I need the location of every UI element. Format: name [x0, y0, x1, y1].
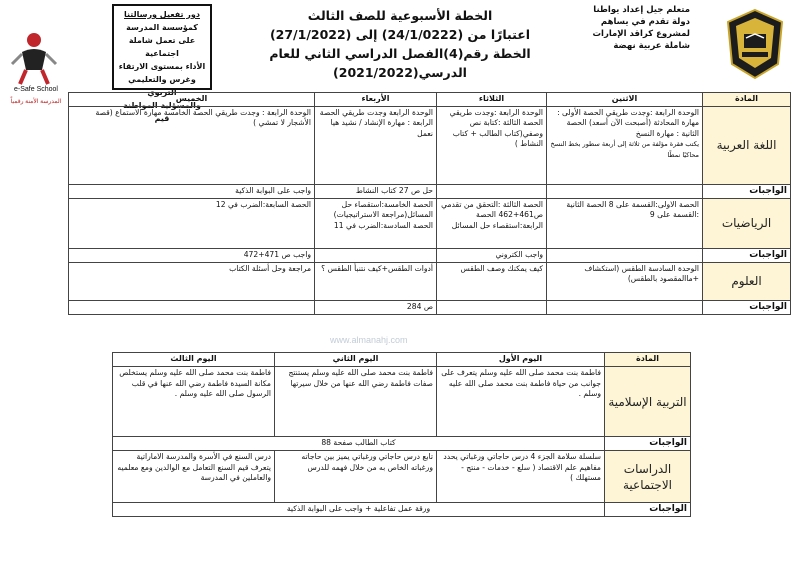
arabic-monday-note: يكتب فقرة مؤلفة من ثلاثة إلى أربعة سطور بخط النسخ محاكيًا نمطًا [550, 140, 700, 159]
mission-line: كمؤسسة المدرسة [126, 23, 198, 32]
arabic-monday-text: الوحدة الرابعة :وجدت طريقي الحصة الأولى : مهارة المحادثة (أصبحت الآن أسعد) الحصة الثانية : مهارة النسخ [557, 107, 700, 138]
table2-header-row [113, 353, 691, 367]
science-thursday: مراجعة وحل أسئلة الكتاب [69, 262, 315, 300]
header-wednesday: الأربعاء [315, 93, 437, 107]
table-header-row [69, 93, 791, 107]
math-hw-wednesday [315, 248, 437, 262]
science-tuesday: كيف يمكنك وصف الطقس [437, 262, 547, 300]
esafe-school-logo [4, 30, 64, 130]
table-row-science-homework [69, 300, 791, 314]
math-monday: الحصة الاولى:القسمة على 8 الحصة الثانية :القسمة على 9 [547, 198, 703, 248]
header-tuesday: الثلاثاء [437, 93, 547, 107]
subject-math: الرياضيات [703, 198, 791, 248]
mission-line: الأداء بمستوى الارتقاء [118, 62, 206, 71]
science-wednesday: أدوات الطقس+كيف نتنبأ الطقس ؟ [315, 262, 437, 300]
table-row-math [69, 198, 791, 248]
header-day-3: اليوم الثالث [113, 353, 275, 367]
header-thursday: الخميس [69, 93, 315, 107]
math-hw-tuesday: واجب الكتروني [437, 248, 547, 262]
header-motto [590, 4, 690, 52]
homework-label: الواجبات [703, 248, 791, 262]
social-day-3: درس السنع في الأسرة والمدرسة الاماراتية يتعرف قيم السنع التعامل مع الوالدين ومع معلميه والعاملين في المدرسة [113, 451, 275, 503]
motto-line: شاملة عربية نهضة [613, 41, 690, 51]
islamic-day-3: فاطمة بنت محمد صلى الله عليه وسلم يستخلص مكانة السيدة فاطمة رضي الله عنها في قلب الرسول صلى الله عليه وسلم . [113, 367, 275, 437]
arabic-hw-thursday: واجب على البوابة الذكية [69, 184, 315, 198]
subject-science: العلوم [703, 262, 791, 300]
mission-line: وغرس والتعليمي التربوي [128, 75, 196, 97]
header-day-2: اليوم الثاني [275, 353, 437, 367]
math-thursday: الحصة السابعة:الضرب في 12 [69, 198, 315, 248]
arabic-wednesday: الوحدة الرابعة وجدت طريقي الحصة الرابعة : مهارة الإنشاد / نشيد هيا نعمل [315, 106, 437, 184]
table-row-arabic [69, 106, 791, 184]
esafe-figure-icon [4, 30, 64, 86]
islamic-day-1: فاطمة بنت محمد صلى الله عليه وسلم يتعرف على جوانب من حياة فاطمة بنت محمد صلى الله عليه وسلم . [437, 367, 605, 437]
islamic-day-2: فاطمة بنت محمد صلى الله عليه وسلم يستنتج صفات فاطمة رضي الله عنها من خلال سيرتها [275, 367, 437, 437]
arabic-thursday: الوحدة الرابعة : وجدت طريقي الحصة الخامسة مهارة الاستماع (قصة الأشجار لا تمشي ) [69, 106, 315, 184]
science-monday: الوحدة السادسة الطقس (استكشاف +ماالمقصود بالطقس) [547, 262, 703, 300]
header-subject: المادة [605, 353, 691, 367]
homework-label: الواجبات [605, 503, 691, 517]
plan-title: الخطة الأسبوعية للصف الثالث [307, 8, 493, 23]
site-watermark: www.almanahj.com [330, 335, 408, 345]
math-hw-monday [547, 248, 703, 262]
homework-label: الواجبات [703, 300, 791, 314]
school-emblem-logo [724, 8, 786, 80]
social-homework: ورقة عمل تفاعلية + واجب على البوابة الذكية [113, 503, 605, 517]
science-hw-monday [547, 300, 703, 314]
social-day-1: سلسلة سلامة الجزء 4 درس حاجاتي ورغباتي يحدد مفاهيم علم الاقتصاد ( سلع - خدمات - منتج - مستهلك ) [437, 451, 605, 503]
subject-social-studies: الدراسات الاجتماعية [605, 451, 691, 503]
table-row-islamic [113, 367, 691, 437]
header-day-1: اليوم الأول [437, 353, 605, 367]
social-day-2: تابع درس حاجاتي ورغباتي يميز بين حاجاته ورغباته الخاص به من خلال فهمه للدرس [275, 451, 437, 503]
mission-line: والمسؤلية المواطنة قيم [123, 101, 201, 123]
header-subject: المادة [703, 93, 791, 107]
table-row-arabic-homework [69, 184, 791, 198]
plan-title-block [220, 6, 580, 82]
plan-dates: اعتبارًا من (24/1/0222) إلى (27/1/2022) [269, 27, 531, 42]
table-row-social-homework [113, 503, 691, 517]
table-row-islamic-homework [113, 437, 691, 451]
weekly-plan-table-2 [112, 352, 691, 517]
esafe-logo-subtext: المدرسة الأمنة رقمياً [10, 99, 62, 105]
weekly-plan-table-1 [68, 92, 791, 315]
motto-line: متعلم جيل إعداد يواطنا [593, 5, 690, 15]
subject-islamic: التربية الإسلامية [605, 367, 691, 437]
homework-label: الواجبات [703, 184, 791, 198]
motto-line: لمشروع كراقد الإمارات [592, 29, 690, 39]
table-row-social [113, 451, 691, 503]
plan-number: الخطة رقم(4)الفصل الدراسي الثاني للعام الدرسي(2021/2022) [269, 46, 531, 80]
motto-line: دولة تقدم في يساهم [600, 17, 690, 27]
esafe-logo-text: e-Safe School [14, 86, 58, 93]
arabic-hw-wednesday: حل ص 27 كتاب النشاط [315, 184, 437, 198]
header-monday: الاثنين [547, 93, 703, 107]
arabic-monday [547, 106, 703, 184]
table-row-science [69, 262, 791, 300]
math-hw-thursday: واجب ص 471+472 [69, 248, 315, 262]
table-row-math-homework [69, 248, 791, 262]
arabic-tuesday: الوحدة الرابعة :وجدت طريقي الحصة الثالثة :كتابة نص وصفي(كتاب الطالب + كتاب النشاط ) [437, 106, 547, 184]
math-tuesday: الحصة الثالثة :التحقق من تقدمي ص461+462 الحصة الرابعة:استقصاء حل المسائل [437, 198, 547, 248]
arabic-hw-monday [547, 184, 703, 198]
math-wednesday: الحصة الخامسة:استقصاء حل المسائل(مراجعة الاستراتيجيات) الحصة السادسة:الضرب في 11 [315, 198, 437, 248]
science-hw-tuesday [437, 300, 547, 314]
science-hw-wednesday: ص 284 [315, 300, 437, 314]
homework-label: الواجبات [605, 437, 691, 451]
subject-arabic: اللغة العربية [703, 106, 791, 184]
mission-line: دور تفعيل ورسالتنا [124, 10, 200, 19]
arabic-hw-tuesday [437, 184, 547, 198]
mission-line: على تعمل شاملة اجتماعية [128, 36, 196, 58]
islamic-homework: كتاب الطالب صفحة 88 [113, 437, 605, 451]
science-hw-thursday [69, 300, 315, 314]
